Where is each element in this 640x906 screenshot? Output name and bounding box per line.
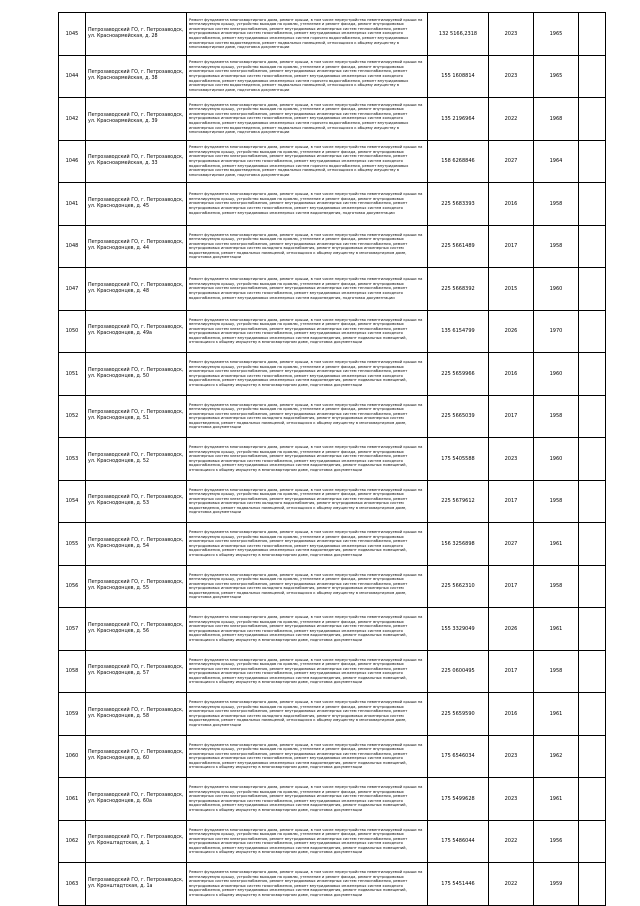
cost-cell [428,353,489,396]
build-year-cell-text: 1970 [549,328,563,335]
cost-cell [428,778,489,821]
works-description-cell [187,778,428,821]
empty-cell [579,565,606,608]
row-number-cell-text: 1061 [65,795,79,802]
works-description-cell-text: Ремонт фундамента многоквартирного дома, ремонт крыши, в том числе переустройство невентилируемой крыши на вентилируемую крышу, устройство выходов на кровлю, утепление и ремонт фасада, ремонт внутридомовых инженерных систем электроснабжения, ремонт внутридомовых инженерных систем теплоснабжения, ремонт внутридомовых инженерных систем газоснабжения, ремонт внутридомовых инженерных систем холодного водоснабжения, ремонт внутридомовых инженерных систем водоотведения, ремонт подвальных помещений, относящихся к общему имуществу в многоквартирном доме, подготовка документации [189,785,423,812]
row-number-cell [59,650,86,693]
address-cell-text: Петрозаводский ГО, г. Петрозаводск, ул. Краснодонцев, д. 58 [88,707,184,719]
repair-year-cell [489,523,534,566]
cost-cell-text: 225 5659966 [441,370,475,377]
cost-cell [428,820,489,863]
repair-year-cell-text: 2026 [504,328,518,335]
table-row [59,395,606,438]
row-number-cell-text: 1052 [65,413,79,420]
works-description-cell-text: Ремонт фундамента многоквартирного дома, ремонт крыши, в том числе переустройство невентилируемой крыши на вентилируемую крышу, устройство выходов на кровлю, утепление и ремонт фасада, ремонт внутридомовых инженерных систем электроснабжения, ремонт внутридомовых инженерных систем теплоснабжения, ремонт внутридомовых инженерных систем холодного водоснабжения, ремонт внутридомовых инженерных систем водоотведения, ремонт подвальных помещений, относящихся к общему имуществу в многоквартирном доме, подготовка документации [189,232,423,260]
build-year-cell-text: 1958 [549,498,563,505]
address-cell-text: Петрозаводский ГО, г. Петрозаводск, ул. Краснодонцев, д. 55 [88,580,184,592]
address-cell-text: Петрозаводский ГО, г. Петрозаводск, ул. Кронштадтская, д. 1а [88,877,184,889]
address-cell [86,820,187,863]
build-year-cell-text: 1958 [549,200,563,207]
works-description-cell-text: Ремонт фундамента многоквартирного дома, ремонт крыши, в том числе переустройство невентилируемой крыши на вентилируемую крышу, устройство выходов на кровлю, утепление и ремонт фасада, ремонт внутридомовых инженерных систем электроснабжения, ремонт внутридомовых инженерных систем теплоснабжения, ремонт внутридомовых инженерных систем газоснабжения, ремонт внутридомовых инженерных систем холодного водоснабжения, ремонт внутридомовых инженерных систем водоотведения, ремонт подвальных помещений, относящихся к общему имуществу в многоквартирном доме, подготовка документации [189,360,423,387]
cost-cell-text: 225 0600495 [441,668,475,675]
cost-cell-text: 132 5166,2318 [438,30,478,37]
works-description-cell [187,480,428,523]
address-cell [86,778,187,821]
build-year-cell-text: 1958 [549,243,563,250]
build-year-cell [534,523,579,566]
address-cell [86,13,187,56]
repair-year-cell-text: 2022 [504,838,518,845]
address-cell [86,480,187,523]
cost-cell-text: 225 5683393 [441,200,475,207]
address-cell [86,98,187,141]
works-description-cell-text: Ремонт фундамента многоквартирного дома, ремонт крыши, в том числе переустройство невентилируемой крыши на вентилируемую крышу, устройство выходов на кровлю, утепление и ремонт фасада, ремонт внутридомовых инженерных систем электроснабжения, ремонт внутридомовых инженерных систем теплоснабжения, ремонт внутридомовых инженерных систем газоснабжения, ремонт внутридомовых инженерных систем холодного водоснабжения, ремонт внутридомовых инженерных систем водоотведения, ремонт подвальных помещений, относящихся к общему имуществу в многоквартирном доме, подготовка документации [189,870,423,897]
empty-cell [579,778,606,821]
capital-repair-table [58,12,606,906]
build-year-cell-text: 1960 [549,285,563,292]
table-row [59,268,606,311]
repair-year-cell-text: 2015 [504,285,518,292]
cost-cell [428,395,489,438]
build-year-cell-text: 1962 [549,753,563,760]
row-number-cell [59,863,86,906]
repair-year-cell-text: 2017 [504,668,518,675]
cost-cell-text: 155 1608814 [441,73,475,80]
build-year-cell [534,225,579,268]
cost-cell [428,310,489,353]
cost-cell [428,98,489,141]
empty-cell [579,735,606,778]
row-number-cell-text: 1059 [65,710,79,717]
address-cell-text: Петрозаводский ГО, г. Петрозаводск, ул. Красноармейская, д. 38 [88,70,184,82]
repair-year-cell-text: 2016 [504,370,518,377]
works-description-cell-text: Ремонт фундамента многоквартирного дома, ремонт крыши, в том числе переустройство невентилируемой крыши на вентилируемую крышу, устройство выходов на кровлю, утепление и ремонт фасада, ремонт внутридомовых инженерных систем электроснабжения, ремонт внутридомовых инженерных систем теплоснабжения, ремонт внутридомовых инженерных систем холодного водоснабжения, ремонт внутридомовых инженерных систем водоотведения, ремонт подвальных помещений, относящихся к общему имуществу в многоквартирном доме, подготовка документации [189,572,423,600]
repair-year-cell [489,693,534,736]
address-cell [86,735,187,778]
empty-cell [579,310,606,353]
cost-cell-text: 175 5486044 [441,838,475,845]
build-year-cell [534,310,579,353]
row-number-cell-text: 1050 [65,328,79,335]
empty-cell [579,268,606,311]
row-number-cell-text: 1047 [65,285,79,292]
works-description-cell [187,523,428,566]
empty-cell [579,140,606,183]
table-row [59,778,606,821]
works-description-cell-text: Ремонт фундамента многоквартирного дома, ремонт крыши, в том числе переустройство невентилируемой крыши на вентилируемую крышу, устройство выходов на кровлю, утепление и ремонт фасада, ремонт внутридомовых инженерных систем электроснабжения, ремонт внутридомовых инженерных систем теплоснабжения, ремонт внутридомовых инженерных систем газоснабжения, ремонт внутридомовых инженерных систем холодного водоснабжения, ремонт внутридомовых инженерных систем горячего водоснабжения, ремонт внутридомовых инженерных систем водоотведения, ремонт подвальных помещений, относящихся к общему имуществу в многоквартирном доме, подготовка документации [189,102,423,135]
row-number-cell [59,395,86,438]
works-description-cell-text: Ремонт фундамента многоквартирного дома, ремонт крыши, в том числе переустройство невентилируемой крыши на вентилируемую крышу, устройство выходов на кровлю, утепление и ремонт фасада, ремонт внутридомовых инженерных систем электроснабжения, ремонт внутридомовых инженерных систем теплоснабжения, ремонт внутридомовых инженерных систем газоснабжения, ремонт внутридомовых инженерных систем холодного водоснабжения, ремонт внутридомовых инженерных систем горячего водоснабжения, ремонт внутридомовых инженерных систем водоотведения, ремонт подвальных помещений, относящихся к общему имуществу в многоквартирном доме, подготовка документации [189,60,423,92]
works-description-cell-text: Ремонт фундамента многоквартирного дома, ремонт крыши, в том числе переустройство невентилируемой крыши на вентилируемую крышу, устройство выходов на кровлю, утепление и ремонт фасада, ремонт внутридомовых инженерных систем электроснабжения, ремонт внутридомовых инженерных систем теплоснабжения, ремонт внутридомовых инженерных систем газоснабжения, ремонт внутридомовых инженерных систем холодного водоснабжения, ремонт внутридомовых инженерных систем водоотведения, ремонт подвальных помещений, относящихся к общему имуществу в многоквартирном доме, подготовка документации [189,615,423,642]
build-year-cell [534,13,579,56]
row-number-cell [59,140,86,183]
repair-year-cell-text: 2017 [504,583,518,590]
build-year-cell-text: 1958 [549,583,563,590]
address-cell-text: Петрозаводский ГО, г. Петрозаводск, ул. Краснодонцев, д. 57 [88,665,184,677]
works-description-cell-text: Ремонт фундамента многоквартирного дома, ремонт крыши, в том числе переустройство невентилируемой крыши на вентилируемую крышу, устройство выходов на кровлю, утепление и ремонт фасада, ремонт внутридомовых инженерных систем электроснабжения, ремонт внутридомовых инженерных систем теплоснабжения, ремонт внутридомовых инженерных систем холодного водоснабжения, ремонт внутридомовых инженерных систем водоотведения, ремонт подвальных помещений, относящихся к общему имуществу в многоквартирном доме, подготовка документации [189,402,423,430]
row-number-cell [59,565,86,608]
table-row [59,693,606,736]
row-number-cell-text: 1041 [65,200,79,207]
table-row [59,565,606,608]
address-cell [86,693,187,736]
address-cell-text: Петрозаводский ГО, г. Петрозаводск, ул. Краснодонцев, д. 60а [88,792,184,804]
build-year-cell [534,98,579,141]
repair-year-cell [489,353,534,396]
build-year-cell [534,353,579,396]
cost-cell [428,183,489,226]
row-number-cell [59,608,86,651]
build-year-cell [534,395,579,438]
cost-cell-text: 135 6154799 [441,328,475,335]
address-cell-text: Петрозаводский ГО, г. Петрозаводск, ул. Краснодонцев, д. 52 [88,452,184,464]
row-number-cell [59,820,86,863]
works-description-cell [187,268,428,311]
empty-cell [579,480,606,523]
build-year-cell-text: 1968 [549,115,563,122]
address-cell-text: Петрозаводский ГО, г. Петрозаводск, ул. Краснодонцев, д. 60 [88,750,184,762]
works-description-cell [187,438,428,481]
cost-cell-text: 225 5661489 [441,243,475,250]
build-year-cell [534,693,579,736]
row-number-cell-text: 1042 [65,115,79,122]
build-year-cell [534,778,579,821]
build-year-cell [534,438,579,481]
address-cell [86,650,187,693]
address-cell [86,438,187,481]
works-description-cell [187,565,428,608]
empty-cell [579,693,606,736]
works-description-cell [187,183,428,226]
empty-cell [579,225,606,268]
table-row [59,735,606,778]
row-number-cell-text: 1046 [65,158,79,165]
build-year-cell-text: 1961 [549,795,563,802]
repair-year-cell [489,55,534,98]
build-year-cell [534,735,579,778]
works-description-cell-text: Ремонт фундамента многоквартирного дома, ремонт крыши, в том числе переустройство невентилируемой крыши на вентилируемую крышу, устройство выходов на кровлю, утепление и ремонт фасада, ремонт внутридомовых инженерных систем электроснабжения, ремонт внутридомовых инженерных систем теплоснабжения, ремонт внутридомовых инженерных систем газоснабжения, ремонт внутридомовых инженерных систем холодного водоснабжения, ремонт внутридомовых инженерных систем водоотведения, ремонт подвальных помещений, относящихся к общему имуществу в многоквартирном доме, подготовка документации [189,445,423,472]
works-description-cell [187,863,428,906]
build-year-cell [534,268,579,311]
cost-cell-text: 225 5679612 [441,498,475,505]
table-row [59,225,606,268]
repair-year-cell-text: 2023 [504,73,518,80]
address-cell [86,608,187,651]
address-cell-text: Петрозаводский ГО, г. Петрозаводск, ул. Краснодонцев, д. 45 [88,197,184,209]
row-number-cell [59,693,86,736]
row-number-cell-text: 1056 [65,583,79,590]
build-year-cell [534,863,579,906]
cost-cell-text: 175 5451446 [441,880,475,887]
works-description-cell [187,395,428,438]
table-row [59,438,606,481]
row-number-cell [59,480,86,523]
table-row [59,183,606,226]
row-number-cell-text: 1057 [65,625,79,632]
cost-cell-text: 156 3256898 [441,540,475,547]
address-cell-text: Петрозаводский ГО, г. Петрозаводск, ул. Кронштадтская, д. 1 [88,835,184,847]
repair-year-cell [489,565,534,608]
build-year-cell [534,55,579,98]
address-cell-text: Петрозаводский ГО, г. Петрозаводск, ул. Красноармейская, д. 39 [88,112,184,124]
row-number-cell-text: 1048 [65,243,79,250]
repair-year-cell [489,820,534,863]
repair-year-cell [489,863,534,906]
works-description-cell [187,820,428,863]
build-year-cell-text: 1956 [549,838,563,845]
build-year-cell [534,565,579,608]
build-year-cell [534,820,579,863]
cost-cell [428,438,489,481]
build-year-cell-text: 1958 [549,668,563,675]
works-description-cell-text: Ремонт фундамента многоквартирного дома, ремонт крыши, в том числе переустройство невентилируемой крыши на вентилируемую крышу, устройство выходов на кровлю, утепление и ремонт фасада, ремонт внутридомовых инженерных систем электроснабжения, ремонт внутридомовых инженерных систем теплоснабжения, ремонт внутридомовых инженерных систем газоснабжения, ремонт внутридомовых инженерных систем холодного водоснабжения, ремонт внутридомовых инженерных систем водоотведения, подготовка документации [189,192,423,215]
address-cell-text: Петрозаводский ГО, г. Петрозаводск, ул. Краснодонцев, д. 51 [88,410,184,422]
row-number-cell-text: 1062 [65,838,79,845]
table-row [59,863,606,906]
works-description-cell-text: Ремонт фундамента многоквартирного дома, ремонт крыши, в том числе переустройство невентилируемой крыши на вентилируемую крышу, устройство выходов на кровлю, утепление и ремонт фасада, ремонт внутридомовых инженерных систем электроснабжения, ремонт внутридомовых инженерных систем теплоснабжения, ремонт внутридомовых инженерных систем газоснабжения, ремонт внутридомовых инженерных систем холодного водоснабжения, ремонт внутридомовых инженерных систем водоотведения, ремонт подвальных помещений, относящихся к общему имуществу в многоквартирном доме, подготовка документации [189,657,423,685]
works-description-cell [187,353,428,396]
repair-year-cell [489,650,534,693]
repair-year-cell [489,395,534,438]
build-year-cell-text: 1965 [549,73,563,80]
empty-cell [579,55,606,98]
cost-cell [428,225,489,268]
repair-year-cell-text: 2022 [504,880,518,887]
row-number-cell [59,13,86,56]
repair-year-cell [489,735,534,778]
works-description-cell [187,225,428,268]
row-number-cell-text: 1053 [65,455,79,462]
row-number-cell-text: 1063 [65,880,79,887]
repair-year-cell [489,268,534,311]
row-number-cell-text: 1054 [65,498,79,505]
empty-cell [579,523,606,566]
row-number-cell [59,353,86,396]
build-year-cell-text: 1961 [549,540,563,547]
repair-year-cell-text: 2023 [504,30,518,37]
table-row [59,310,606,353]
cost-cell [428,523,489,566]
build-year-cell-text: 1958 [549,413,563,420]
works-description-cell-text: Ремонт фундамента многоквартирного дома, ремонт крыши, в том числе переустройство невентилируемой крыши на вентилируемую крышу, устройство выходов на кровлю, утепление и ремонт фасада, ремонт внутридомовых инженерных систем электроснабжения, ремонт внутридомовых инженерных систем теплоснабжения, ремонт внутридомовых инженерных систем газоснабжения, ремонт внутридомовых инженерных систем холодного водоснабжения, ремонт внутридомовых инженерных систем горячего водоснабжения, ремонт внутридомовых инженерных систем водоотведения, ремонт подвальных помещений, относящихся к общему имуществу в многоквартирном доме, подготовка документации [189,145,423,177]
repair-year-cell [489,183,534,226]
repair-year-cell-text: 2016 [504,710,518,717]
works-description-cell-text: Ремонт фундамента многоквартирного дома, ремонт крыши, в том числе переустройство невентилируемой крыши на вентилируемую крышу, устройство выходов на кровлю, утепление и ремонт фасада, ремонт внутридомовых инженерных систем электроснабжения, ремонт внутридомовых инженерных систем теплоснабжения, ремонт внутридомовых инженерных систем газоснабжения, ремонт внутридомовых инженерных систем холодного водоснабжения, ремонт внутридомовых инженерных систем водоотведения, ремонт подвальных помещений, относящихся к общему имуществу в многоквартирном доме, подготовка документации [189,530,423,557]
works-description-cell [187,140,428,183]
works-description-cell-text: Ремонт фундамента многоквартирного дома, ремонт крыши, в том числе переустройство невентилируемой крыши на вентилируемую крышу, устройство выходов на кровлю, утепление и ремонт фасада, ремонт внутридомовых инженерных систем электроснабжения, ремонт внутридомовых инженерных систем теплоснабжения, ремонт внутридомовых инженерных систем газоснабжения, ремонт внутридомовых инженерных систем холодного водоснабжения, ремонт внутридомовых инженерных систем водоотведения, ремонт подвальных помещений, относящихся к общему имуществу в многоквартирном доме, подготовка документации [189,742,423,770]
row-number-cell [59,225,86,268]
repair-year-cell-text: 2017 [504,243,518,250]
address-cell [86,140,187,183]
repair-year-cell-text: 2023 [504,753,518,760]
repair-year-cell-text: 2027 [504,158,518,165]
address-cell-text: Петрозаводский ГО, г. Петрозаводск, ул. Краснодонцев, д. 50 [88,367,184,379]
table-row [59,608,606,651]
build-year-cell-text: 1961 [549,625,563,632]
row-number-cell [59,735,86,778]
works-description-cell [187,13,428,56]
empty-cell [579,395,606,438]
works-description-cell-text: Ремонт фундамента многоквартирного дома, ремонт крыши, в том числе переустройство невентилируемой крыши на вентилируемую крышу, устройство выходов на кровлю, утепление и ремонт фасада, ремонт внутридомовых инженерных систем электроснабжения, ремонт внутридомовых инженерных систем теплоснабжения, ремонт внутридомовых инженерных систем газоснабжения, ремонт внутридомовых инженерных систем холодного водоснабжения, ремонт внутридомовых инженерных систем горячего водоснабжения, ремонт внутридомовых инженерных систем водоотведения, ремонт подвальных помещений, относящихся к общему имуществу в многоквартирном доме, подготовка документации [189,17,423,50]
empty-cell [579,608,606,651]
table-row [59,523,606,566]
cost-cell [428,650,489,693]
address-cell [86,565,187,608]
repair-year-cell-text: 2023 [504,455,518,462]
works-description-cell [187,693,428,736]
cost-cell [428,863,489,906]
works-description-cell-text: Ремонт фундамента многоквартирного дома, ремонт крыши, в том числе переустройство невентилируемой крыши на вентилируемую крышу, устройство выходов на кровлю, утепление и ремонт фасада, ремонт внутридомовых инженерных систем электроснабжения, ремонт внутридомовых инженерных систем теплоснабжения, ремонт внутридомовых инженерных систем холодного водоснабжения, ремонт внутридомовых инженерных систем водоотведения, ремонт подвальных помещений, относящихся к общему имуществу в многоквартирном доме, подготовка документации [189,700,423,727]
address-cell [86,863,187,906]
repair-year-cell [489,778,534,821]
repair-year-cell-text: 2026 [504,625,518,632]
address-cell [86,55,187,98]
empty-cell [579,820,606,863]
row-number-cell [59,438,86,481]
cost-cell [428,565,489,608]
row-number-cell [59,778,86,821]
repair-year-cell [489,98,534,141]
row-number-cell-text: 1058 [65,668,79,675]
table-row [59,480,606,523]
repair-year-cell [489,438,534,481]
repair-year-cell [489,310,534,353]
repair-year-cell-text: 2016 [504,200,518,207]
works-description-cell [187,310,428,353]
address-cell [86,183,187,226]
empty-cell [579,98,606,141]
address-cell-text: Петрозаводский ГО, г. Петрозаводск, ул. Краснодонцев, д. 44 [88,240,184,252]
build-year-cell [534,140,579,183]
build-year-cell-text: 1964 [549,158,563,165]
row-number-cell-text: 1060 [65,753,79,760]
cost-cell-text: 175 5405588 [441,455,475,462]
cost-cell [428,735,489,778]
cost-cell [428,13,489,56]
cost-cell [428,608,489,651]
address-cell [86,268,187,311]
cost-cell-text: 155 3329049 [441,625,475,632]
row-number-cell [59,523,86,566]
build-year-cell-text: 1959 [549,880,563,887]
repair-year-cell [489,225,534,268]
cost-cell [428,693,489,736]
cost-cell [428,480,489,523]
repair-year-cell-text: 2022 [504,115,518,122]
address-cell-text: Петрозаводский ГО, г. Петрозаводск, ул. Краснодонцев, д. 54 [88,537,184,549]
address-cell [86,353,187,396]
row-number-cell [59,268,86,311]
repair-year-cell [489,608,534,651]
cost-cell-text: 175 6546034 [441,753,475,760]
table-row [59,353,606,396]
build-year-cell [534,608,579,651]
repair-year-cell-text: 2027 [504,540,518,547]
cost-cell-text: 225 5665039 [441,413,475,420]
cost-cell-text: 225 5662310 [441,583,475,590]
address-cell [86,395,187,438]
build-year-cell [534,183,579,226]
table-body [59,13,606,906]
row-number-cell-text: 1051 [65,370,79,377]
repair-year-cell [489,480,534,523]
repair-year-cell-text: 2017 [504,413,518,420]
address-cell-text: Петрозаводский ГО, г. Петрозаводск, ул. Красноармейская, д. 28 [88,27,184,39]
build-year-cell-text: 1960 [549,370,563,377]
build-year-cell [534,650,579,693]
address-cell-text: Петрозаводский ГО, г. Петрозаводск, ул. Краснодонцев, д. 49а [88,325,184,337]
works-description-cell-text: Ремонт фундамента многоквартирного дома, ремонт крыши, в том числе переустройство невентилируемой крыши на вентилируемую крышу, устройство выходов на кровлю, утепление и ремонт фасада, ремонт внутридомовых инженерных систем электроснабжения, ремонт внутридомовых инженерных систем теплоснабжения, ремонт внутридомовых инженерных систем газоснабжения, ремонт внутридомовых инженерных систем холодного водоснабжения, ремонт внутридомовых инженерных систем водоотведения, ремонт подвальных помещений, относящихся к общему имуществу в многоквартирном доме, подготовка документации [189,827,423,855]
empty-cell [579,438,606,481]
cost-cell-text: 158 6268846 [441,158,475,165]
works-description-cell-text: Ремонт фундамента многоквартирного дома, ремонт крыши, в том числе переустройство невентилируемой крыши на вентилируемую крышу, устройство выходов на кровлю, утепление и ремонт фасада, ремонт внутридомовых инженерных систем электроснабжения, ремонт внутридомовых инженерных систем теплоснабжения, ремонт внутридомовых инженерных систем газоснабжения, ремонт внутридомовых инженерных систем холодного водоснабжения, ремонт внутридомовых инженерных систем водоотведения, подготовка документации [189,277,423,300]
build-year-cell-text: 1965 [549,30,563,37]
repair-year-cell-text: 2023 [504,795,518,802]
address-cell-text: Петрозаводский ГО, г. Петрозаводск, ул. Краснодонцев, д. 56 [88,622,184,634]
build-year-cell [534,480,579,523]
address-cell [86,310,187,353]
works-description-cell [187,735,428,778]
table-row [59,820,606,863]
address-cell-text: Петрозаводский ГО, г. Петрозаводск, ул. Краснодонцев, д. 53 [88,495,184,507]
table-row [59,55,606,98]
empty-cell [579,650,606,693]
row-number-cell [59,98,86,141]
address-cell [86,523,187,566]
table-row [59,98,606,141]
address-cell [86,225,187,268]
table-row [59,140,606,183]
cost-cell-text: 175 5499628 [441,795,475,802]
table-row [59,13,606,56]
cost-cell-text: 135 2196964 [441,115,475,122]
address-cell-text: Петрозаводский ГО, г. Петрозаводск, ул. Красноармейская, д. 33 [88,155,184,167]
row-number-cell-text: 1045 [65,30,79,37]
empty-cell [579,183,606,226]
empty-cell [579,863,606,906]
build-year-cell-text: 1960 [549,455,563,462]
cost-cell [428,268,489,311]
works-description-cell [187,650,428,693]
empty-cell [579,13,606,56]
build-year-cell-text: 1961 [549,710,563,717]
table-row [59,650,606,693]
row-number-cell [59,310,86,353]
repair-year-cell [489,140,534,183]
works-description-cell [187,55,428,98]
cost-cell [428,140,489,183]
repair-year-cell [489,13,534,56]
works-description-cell-text: Ремонт фундамента многоквартирного дома, ремонт крыши, в том числе переустройство невентилируемой крыши на вентилируемую крышу, устройство выходов на кровлю, утепление и ремонт фасада, ремонт внутридомовых инженерных систем электроснабжения, ремонт внутридомовых инженерных систем теплоснабжения, ремонт внутридомовых инженерных систем газоснабжения, ремонт внутридомовых инженерных систем холодного водоснабжения, ремонт внутридомовых инженерных систем водоотведения, ремонт подвальных помещений, относящихся к общему имуществу в многоквартирном доме, подготовка документации [189,317,423,345]
empty-cell [579,353,606,396]
cost-cell-text: 225 5668392 [441,285,475,292]
cost-cell [428,55,489,98]
cost-cell-text: 225 5659590 [441,710,475,717]
address-cell-text: Петрозаводский ГО, г. Петрозаводск, ул. Краснодонцев, д. 48 [88,282,184,294]
row-number-cell-text: 1044 [65,73,79,80]
works-description-cell [187,98,428,141]
row-number-cell [59,55,86,98]
repair-year-cell-text: 2017 [504,498,518,505]
works-description-cell [187,608,428,651]
works-description-cell-text: Ремонт фундамента многоквартирного дома, ремонт крыши, в том числе переустройство невентилируемой крыши на вентилируемую крышу, устройство выходов на кровлю, утепление и ремонт фасада, ремонт внутридомовых инженерных систем электроснабжения, ремонт внутридомовых инженерных систем теплоснабжения, ремонт внутридомовых инженерных систем холодного водоснабжения, ремонт внутридомовых инженерных систем водоотведения, ремонт подвальных помещений, относящихся к общему имуществу в многоквартирном доме, подготовка документации [189,487,423,515]
row-number-cell [59,183,86,226]
row-number-cell-text: 1055 [65,540,79,547]
